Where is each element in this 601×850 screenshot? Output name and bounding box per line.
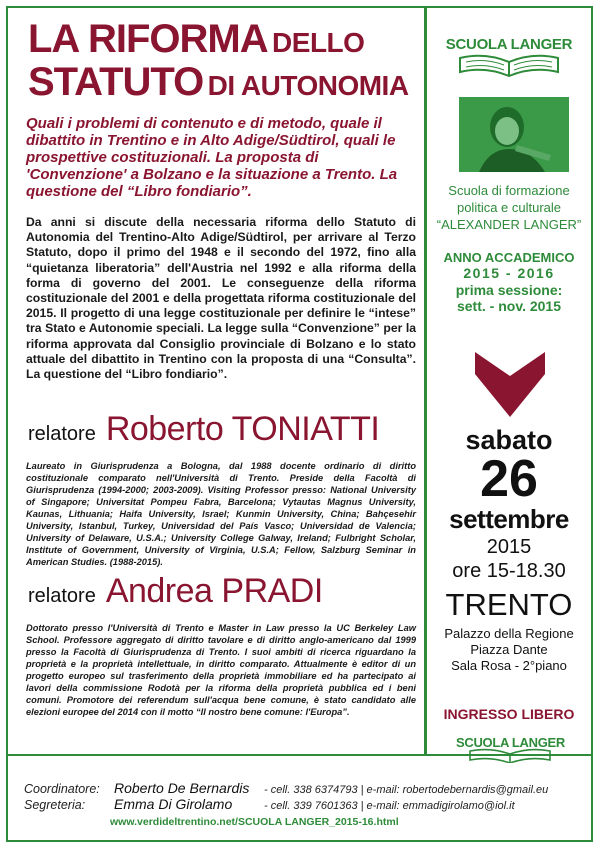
- venue-line: Sala Rosa - 2°piano: [451, 658, 567, 673]
- venue-line: Palazzo della Regione: [444, 626, 574, 641]
- event-venue: [430, 626, 588, 674]
- secretary-contact: - cell. 339 7601363 | e-mail: emmadigirolamo@iol.it: [264, 800, 515, 812]
- event-year: 2015: [486, 536, 532, 558]
- event-date: [430, 425, 588, 583]
- intro-paragraph: Da anni si discute della necessaria riforma dello Statuto di Autonomia del Trentino-Alto Adige/Südtirol, per arrivare al Terzo Statuto, dopo il primo del 1948 e il secondo del 1972, fino alla “quietanza liberatoria” dell'Austria nel 1992 e alla riforma della forma di governo del 2001. Le conseguenze della riforma costituzionale del 2001 e della progettata riforma costituzionale del 2015. Il progetto di una legge costituzionale per definire le “intese” tra Stato e Autonomie speciali. La legge sulla “Convenzione” per la riforma approvata dal Consiglio provinciale di Bolzano e lo stato attuale del dibattito in Trentino con la proposta di una “Consulta”. La questione del “Libro fondiario”.: [26, 215, 416, 382]
- portrait-image: [459, 97, 569, 172]
- speaker-1-bio: Laureato in Giurisprudenza a Bologna, dal 1988 docente ordinario di diritto costituzionale comparato nell'Università di Trento. Preside della Facoltà di Giurisprudenza (1994-2000; 2003-2009). Visiting Professor presso: National University of Singapore; Universitat Pompeu Fabra, Barcelona; Vytautas Magnus University, Kaunas, Lithuania; Haifa University, Israel; Kunmin University, China; Bahçesehir University, Istanbul, Turkey, Universidad del País Vasco; Universidad de Valencia; University of Delaware, U.S.A.; University College Galway, Ireland; Fulbright Scholar, Institute of Government, University of Virginia, U.S.A; Fellow, Salzburg Seminar in American Studies. (1988-2015).: [26, 461, 416, 567]
- page-title: [28, 17, 418, 108]
- speaker-name: Roberto TONIATTI: [105, 410, 380, 448]
- secretary-label: Segreteria:: [24, 798, 86, 812]
- event-city: TRENTO: [445, 587, 573, 622]
- coordinator-row: [24, 780, 584, 796]
- school-line: “ALEXANDER LANGER”: [436, 217, 582, 232]
- coordinator-name: Roberto De Bernardis: [114, 780, 250, 796]
- event-hours: ore 15-18.30: [452, 560, 566, 582]
- subtitle: Quali i problemi di contenuto e di metodo, quale il dibattito in Trentino e in Alto Adige/Südtirol, quali le prospettive costituzionali. La proposta di 'Convenzione' a Bolzano e la situazione a Trento. La questione del “Libro fondiario”.: [26, 115, 398, 200]
- school-name: [430, 182, 588, 233]
- book-icon: [448, 733, 573, 763]
- footer-contacts: [24, 780, 584, 812]
- title-line1-big: LA RIFORMA: [28, 17, 268, 61]
- secretary-row: [24, 796, 584, 812]
- website-link[interactable]: www.verdideltrentino.net/SCUOLA LANGER_2015-16.html: [110, 816, 399, 828]
- title-line2-small: DI AUTONOMIA: [207, 70, 409, 101]
- event-day-number: 26: [480, 450, 538, 508]
- title-line2-big: STATUTO: [28, 60, 204, 104]
- venue-line: Piazza Dante: [470, 642, 548, 657]
- speaker-name: Andrea PRADI: [105, 572, 323, 610]
- free-entry-label: INGRESSO LIBERO: [443, 706, 575, 722]
- scuola-langer-logo-small: [448, 733, 573, 763]
- speaker-2-bio: Dottorato presso l'Università di Trento e Master in Law presso la UC Berkeley Law School. Professore aggregato di diritto tavolare e di diritto anglo-americano dal 1999 presso la Facoltà di Giurisprudenza di Trento. I suoi ambiti di ricerca riguardano la proprietà e la proprietà intellettuale, in diritto comparato. Attualmente è editor di un progetto europeo sul trasferimento della proprietà immobiliare ed ha partecipato ai lavori della commissione Rodotà per la riforma della proprietà pubblica ed i beni comuni. Promotore dei referendum sull'acqua bene comune, è stato candidato alle elezioni europee del 2014 con il motto “Il nostro bene comune: l'Europa”.: [26, 623, 416, 717]
- school-line: politica e culturale: [456, 200, 562, 215]
- academic-year: [430, 250, 588, 314]
- logo-text: SCUOLA LANGER: [445, 36, 573, 53]
- column-divider: [424, 6, 427, 754]
- title-line1-small: DELLO: [272, 27, 365, 58]
- academic-year-years: 2015 - 2016: [463, 265, 555, 281]
- session-label: prima sessione:: [455, 282, 563, 298]
- down-arrow-icon: [475, 352, 545, 417]
- speaker-role: relatore: [28, 585, 96, 607]
- portrait-photo: [459, 97, 569, 172]
- school-line: Scuola di formazione: [448, 183, 570, 198]
- event-month: settembre: [449, 504, 569, 534]
- secretary-name: Emma Di Girolamo: [114, 796, 233, 812]
- session-period: sett. - nov. 2015: [456, 298, 561, 314]
- book-icon: [440, 32, 578, 82]
- speaker-1-heading: [28, 410, 379, 449]
- coordinator-contact: - cell. 338 6374793 | e-mail: robertodebernardis@gmail.eu: [264, 784, 549, 796]
- logo-text: SCUOLA LANGER: [455, 735, 565, 750]
- event-day: sabato: [465, 425, 553, 455]
- academic-year-label: ANNO ACCADEMICO: [443, 250, 575, 265]
- scuola-langer-logo: [440, 32, 578, 82]
- speaker-role: relatore: [28, 423, 96, 445]
- speaker-2-heading: [28, 572, 323, 611]
- coordinator-label: Coordinatore:: [24, 782, 100, 796]
